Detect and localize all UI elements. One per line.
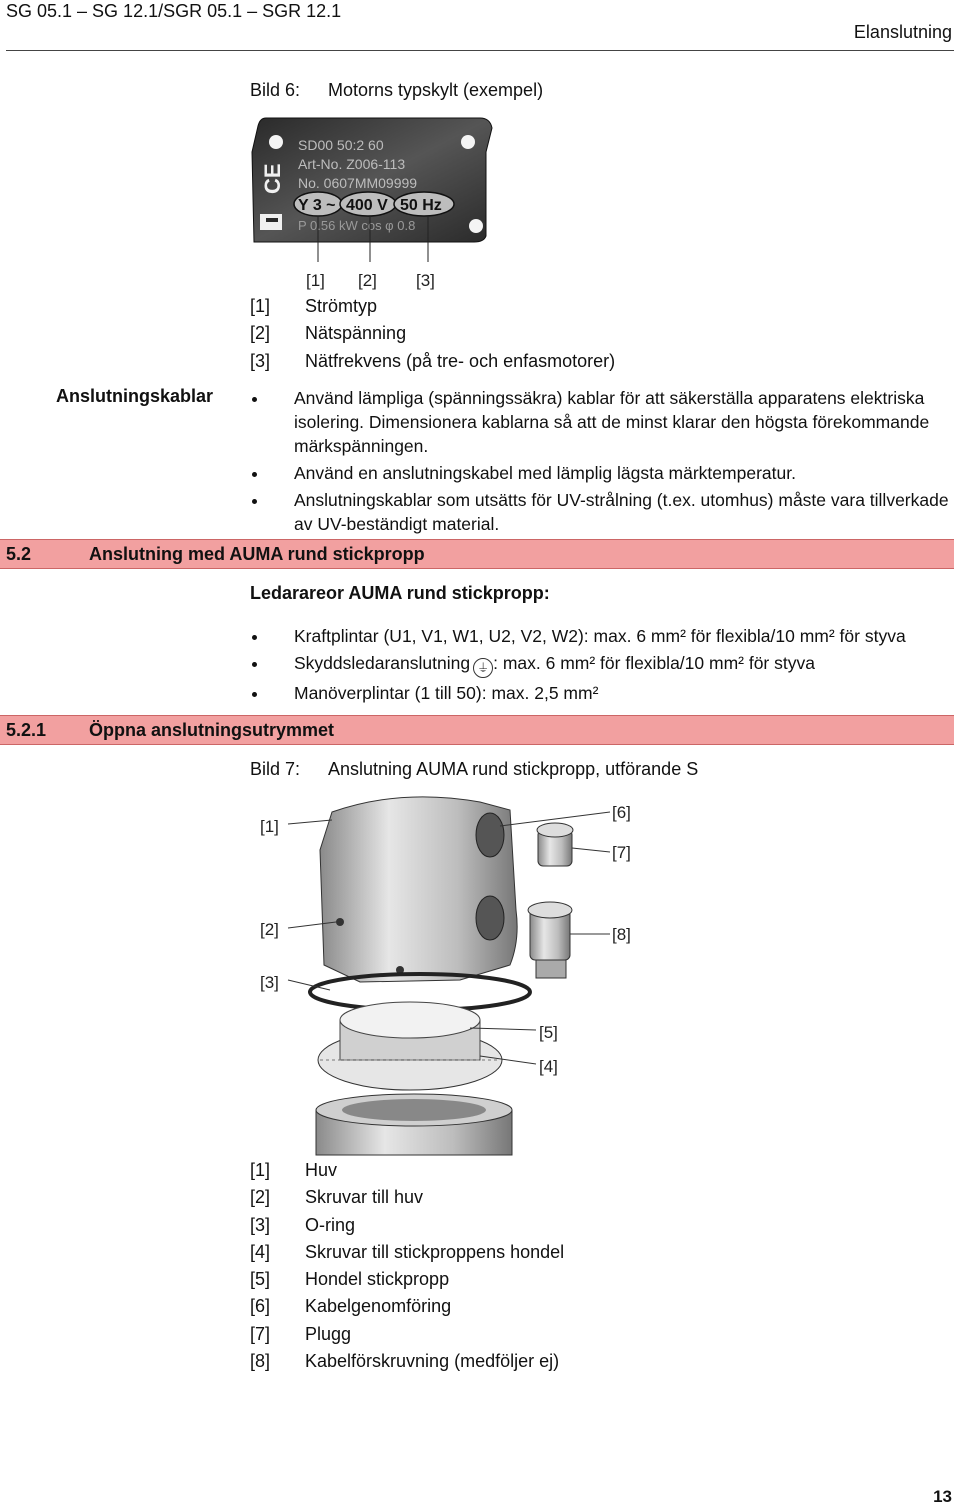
ledarareor-heading: Ledarareor AUMA rund stickpropp: — [250, 583, 550, 603]
plate-frequency: 50 Hz — [400, 197, 442, 214]
section-5-2-heading — [0, 540, 954, 569]
legend-item: [8] Kabelförskruvning (medföljer ej) — [250, 1351, 560, 1372]
section-number: 5.2.1 — [6, 720, 47, 740]
socket-carrier-part — [318, 1002, 502, 1090]
header-doc-id: SG 05.1 – SG 12.1/SGR 05.1 – SGR 12.1 — [6, 1, 342, 21]
plate-hole-icon — [469, 219, 483, 233]
bullet-item: Kraftplintar (U1, V1, W1, U2, V2, W2): max. 6 mm² för flexibla/10 mm² för styva — [250, 624, 956, 648]
header-rule — [6, 50, 954, 51]
bullet-item: Skyddsledaranslutning ⏚ : max. 6 mm² för flexibla/10 mm² för styva — [250, 651, 956, 678]
plate-line-3: No. 0607MM09999 — [298, 175, 418, 191]
nameplate-illustration — [248, 112, 498, 294]
plate-voltage: 400 V — [346, 197, 388, 214]
section-title: Öppna anslutningsutrymmet — [89, 720, 335, 740]
page-number: 13 — [933, 1487, 952, 1506]
fig7-callout-7: [7] — [612, 843, 631, 862]
plate-line-1: SD00 50:2 60 — [298, 137, 384, 153]
fig7-callout-5: [5] — [539, 1023, 558, 1042]
figure-7-caption — [250, 759, 698, 780]
figure-6-label: Bild 6: — [250, 80, 301, 100]
fig7-callout-6: [6] — [612, 803, 631, 822]
bullet-item: Anslutningskablar som utsätts för UV-strålning (t.ex. utomhus) måste vara tillverkade av UV-beständigt material. — [250, 488, 956, 536]
legend-item: [3] Nätfrekvens (på tre- och enfasmotorer) — [250, 350, 616, 371]
plug-exploded-view-illustration — [250, 790, 650, 1160]
cables-bullet-list — [250, 386, 956, 539]
cover-part — [320, 797, 517, 982]
section-5-2-1-heading — [0, 716, 954, 745]
figure-7-legend — [250, 1157, 564, 1375]
fig7-callout-4: [4] — [539, 1057, 558, 1076]
plate-current-type: Y 3 ~ — [298, 197, 336, 214]
plug-part — [537, 823, 573, 866]
legend-item: [7] Plugg — [250, 1323, 352, 1344]
earth-ground-icon: ⏚ — [473, 658, 493, 678]
header-chapter: Elanslutning — [853, 22, 952, 42]
legend-item: [6] Kabelgenomföring — [250, 1296, 452, 1317]
figure-7-label: Bild 7: — [250, 759, 301, 779]
figure-6-legend — [250, 293, 615, 375]
legend-item: [1] Huv — [250, 1160, 338, 1180]
plate-line-5: P 0.56 kW cos φ 0.8 — [298, 218, 416, 233]
cables-side-label: Anslutningskablar — [56, 386, 214, 406]
ledarareor-bullet-list — [250, 624, 956, 708]
figure-6-title: Motorns typskylt (exempel) — [328, 80, 544, 100]
legend-item: [3] O-ring — [250, 1214, 356, 1235]
figure-7-title: Anslutning AUMA rund stickpropp, utförande S — [328, 759, 699, 779]
housing-base-part — [316, 1094, 512, 1155]
bullet-item: Manöverplintar (1 till 50): max. 2,5 mm² — [250, 681, 956, 705]
legend-item: [4] Skruvar till stickproppens hondel — [250, 1241, 565, 1262]
legend-item: [2] Skruvar till huv — [250, 1187, 424, 1208]
fig7-callout-8: [8] — [612, 925, 631, 944]
figure-6-caption — [250, 80, 543, 101]
section-number: 5.2 — [6, 544, 32, 564]
plate-hole-icon — [461, 135, 475, 149]
plate-line-2: Art-No. Z006-113 — [298, 156, 406, 172]
legend-item: [2] Nätspänning — [250, 323, 407, 344]
fig6-callout-1: [1] — [306, 271, 325, 290]
plate-hole-icon — [269, 135, 283, 149]
ce-mark-icon: CE — [260, 163, 285, 194]
fig6-callout-3: [3] — [416, 271, 435, 290]
fig7-callout-3: [3] — [260, 973, 279, 992]
bullet-item: Använd en anslutningskabel med lämplig lägsta märktemperatur. — [250, 461, 956, 485]
cable-gland-part — [528, 902, 572, 978]
fig7-callout-1: [1] — [260, 817, 279, 836]
fig6-callout-2: [2] — [358, 271, 377, 290]
fig7-callout-2: [2] — [260, 920, 279, 939]
section-title: Anslutning med AUMA rund stickpropp — [89, 544, 425, 564]
legend-item: [5] Hondel stickpropp — [250, 1269, 450, 1290]
legend-item: [1] Strömtyp — [250, 296, 378, 316]
bullet-item: Använd lämpliga (spänningssäkra) kablar för att säkerställa apparatens elektriska isolering. Dimensionera kablarna så att de minst klarar den högsta förekommande märkspänningen. — [250, 386, 956, 458]
